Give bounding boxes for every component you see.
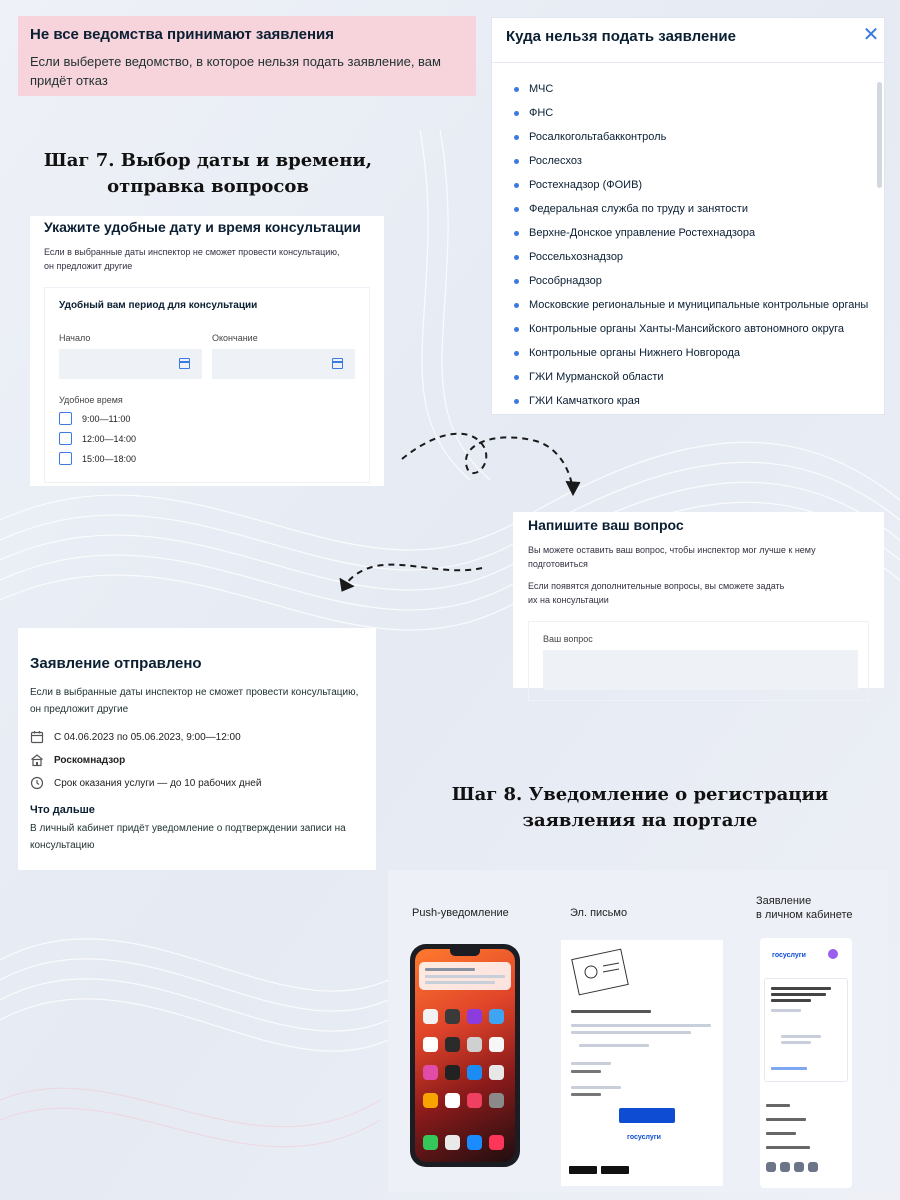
warning-title: Не все ведомства принимают заявления <box>30 26 335 43</box>
submitted-text <box>30 684 364 718</box>
period-title: Удобный вам период для консультации <box>59 300 258 311</box>
end-date-label: Окончание <box>212 333 258 343</box>
social-icon[interactable] <box>780 1162 790 1172</box>
modal-header <box>492 18 884 63</box>
cabinet-title-line: в личном кабинете <box>756 909 853 921</box>
list-item: ФНС <box>514 101 884 125</box>
submitted-card <box>18 628 376 870</box>
app-icon <box>423 1009 438 1024</box>
text-line: В личный кабинет придёт уведомление о подтверждении записи на <box>30 823 346 834</box>
question-form-text2 <box>528 579 869 607</box>
list-item: Контрольные органы Нижнего Новгорода <box>514 341 884 365</box>
phone-notch <box>450 949 480 956</box>
datetime-form-subtitle <box>44 245 370 273</box>
text-line: он предложит другие <box>30 704 129 715</box>
dates-value: С 04.06.2023 по 05.06.2023, 9:00—12:00 <box>54 731 241 743</box>
time-option[interactable] <box>59 432 355 445</box>
app-icon <box>467 1093 482 1108</box>
time-option[interactable] <box>59 452 355 465</box>
social-icon[interactable] <box>766 1162 776 1172</box>
app-icon <box>445 1093 460 1108</box>
agency-list <box>492 63 884 413</box>
phone-mockup <box>410 944 520 1167</box>
avatar[interactable] <box>828 949 838 959</box>
checkbox[interactable] <box>59 412 72 425</box>
time-option[interactable] <box>59 412 355 425</box>
social-icon[interactable] <box>808 1162 818 1172</box>
end-date-input[interactable] <box>212 349 355 379</box>
list-item: ГЖИ Камчаткого края <box>514 389 884 413</box>
subtitle-line: Если в выбранные даты инспектор не сможет провести консультацию, <box>44 247 340 257</box>
app-icon <box>489 1093 504 1108</box>
step7-heading-line2: отправка вопросов <box>107 176 309 197</box>
start-date-label: Начало <box>59 333 91 343</box>
start-date-field <box>59 333 202 379</box>
arrow-to-submitted <box>336 556 486 596</box>
step8-heading-line2: заявления на портале <box>522 810 758 831</box>
clock-icon <box>30 776 44 790</box>
email-title: Эл. письмо <box>570 907 628 919</box>
phone-screen <box>415 949 515 1162</box>
list-item: Федеральная служба по труду и занятости <box>514 197 884 221</box>
datetime-form <box>30 216 384 486</box>
question-form-title: Напишите ваш вопрос <box>528 517 684 533</box>
text-line: Вы можете оставить ваш вопрос, чтобы инспектор мог лучше к нему <box>528 545 816 555</box>
app-icon <box>423 1135 438 1150</box>
text-line: их на консультации <box>528 595 609 605</box>
list-item: Россельхознадзор <box>514 245 884 269</box>
time-title: Удобное время <box>59 395 123 405</box>
app-icon <box>467 1065 482 1080</box>
app-icon <box>445 1135 460 1150</box>
notifications-panel <box>388 870 888 1192</box>
list-item: МЧС <box>514 77 884 101</box>
list-item: Ростехнадзор (ФОИВ) <box>514 173 884 197</box>
app-icon <box>445 1037 460 1052</box>
push-notification <box>419 962 511 990</box>
time-option-label: 15:00—18:00 <box>82 453 137 464</box>
agency-row <box>30 753 364 767</box>
brand-logo: госуслуги <box>627 1134 661 1141</box>
arrow-to-question <box>396 425 596 500</box>
app-icon <box>467 1135 482 1150</box>
calendar-icon[interactable] <box>332 358 343 369</box>
checkbox[interactable] <box>59 452 72 465</box>
cabinet-mockup <box>760 938 852 1188</box>
certificate-icon <box>571 946 631 996</box>
checkbox[interactable] <box>59 432 72 445</box>
app-icon <box>423 1093 438 1108</box>
cabinet-title-line: Заявление <box>756 895 812 907</box>
list-item: Росалкогольтабакконтроль <box>514 125 884 149</box>
term-row <box>30 776 364 790</box>
warning-text: Если выберете ведомство, в которое нельзя подать заявление, вам придёт отказ <box>30 54 441 88</box>
step7-heading <box>18 148 398 200</box>
list-item: Верхне-Донское управление Ростехнадзора <box>514 221 884 245</box>
app-icon <box>467 1009 482 1024</box>
close-icon[interactable]: ✕ <box>862 24 880 46</box>
next-text <box>30 820 364 854</box>
text-line: консультацию <box>30 840 95 851</box>
next-title: Что дальше <box>30 804 95 816</box>
question-form <box>513 512 884 688</box>
calendar-icon[interactable] <box>179 358 190 369</box>
time-option-label: 12:00—14:00 <box>82 433 137 444</box>
app-icon <box>423 1065 438 1080</box>
text-line: Если в выбранные даты инспектор не сможет провести консультацию, <box>30 687 359 698</box>
agency-value: Роскомнадзор <box>54 754 126 766</box>
subtitle-line: он предложит другие <box>44 261 133 271</box>
scrollbar[interactable] <box>877 82 882 188</box>
list-item: Московские региональные и муниципальные контрольные органы <box>514 293 884 317</box>
step8-heading-line1: Шаг 8. Уведомление о регистрации <box>451 784 829 805</box>
datetime-form-title: Укажите удобные дату и время консультации <box>44 219 361 235</box>
social-icon[interactable] <box>794 1162 804 1172</box>
list-item: ГЖИ Мурманской области <box>514 365 884 389</box>
term-value: Срок оказания услуги — до 10 рабочих дней <box>54 777 262 789</box>
brand-logo: госуслуги <box>772 952 806 959</box>
app-icon <box>445 1009 460 1024</box>
start-date-input[interactable] <box>59 349 202 379</box>
text-line: подготовиться <box>528 559 588 569</box>
dates-row <box>30 730 364 744</box>
list-item: Рослесхоз <box>514 149 884 173</box>
question-form-text <box>528 543 869 571</box>
question-label: Ваш вопрос <box>543 634 593 644</box>
app-icon <box>445 1065 460 1080</box>
app-icon <box>467 1037 482 1052</box>
app-icon <box>489 1037 504 1052</box>
forbidden-agencies-modal <box>491 17 885 415</box>
question-textarea[interactable] <box>543 650 858 690</box>
building-icon <box>30 753 44 767</box>
warning-banner <box>18 16 476 96</box>
app-icon <box>489 1135 504 1150</box>
push-title: Push-уведомление <box>412 907 509 919</box>
modal-title: Куда нельзя подать заявление <box>506 28 736 45</box>
app-icon <box>423 1037 438 1052</box>
email-mockup <box>561 940 723 1186</box>
open-application-button[interactable] <box>619 1108 675 1123</box>
list-item: Контрольные органы Ханты-Мансийского автономного округа <box>514 317 884 341</box>
step7-heading-line1: Шаг 7. Выбор даты и времени, <box>43 150 373 171</box>
step8-heading <box>420 782 860 834</box>
app-icon <box>489 1009 504 1024</box>
calendar-icon <box>30 730 44 744</box>
submitted-title: Заявление отправлено <box>30 655 202 672</box>
application-card[interactable] <box>764 978 848 1082</box>
app-icon <box>489 1065 504 1080</box>
question-panel <box>528 621 869 701</box>
end-date-field <box>212 333 355 379</box>
cabinet-title <box>756 894 852 922</box>
list-item: Рособрнадзор <box>514 269 884 293</box>
text-line: Если появятся дополнительные вопросы, вы сможете задать <box>528 581 785 591</box>
period-panel <box>44 287 370 483</box>
time-option-label: 9:00—11:00 <box>82 413 131 424</box>
